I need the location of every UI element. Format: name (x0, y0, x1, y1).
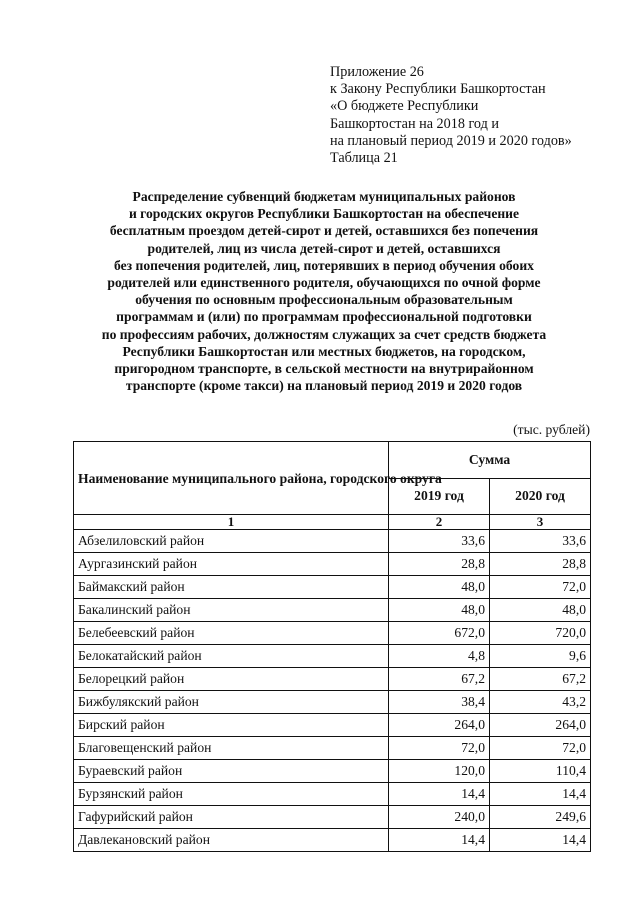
district-name: Белебеевский район (74, 622, 389, 645)
title-line: родителей, лиц из числа детей-сирот и детей, оставшихся (147, 240, 501, 256)
subsidy-table (73, 441, 591, 852)
appendix-line: Таблица 21 (330, 150, 398, 167)
table-row (74, 691, 591, 714)
district-column-header: Наименование муниципального района, городского округа (74, 442, 389, 515)
table-row (74, 829, 591, 852)
district-name: Бурзянский район (74, 783, 389, 806)
appendix-reference (330, 64, 630, 167)
amount-2020: 9,6 (490, 645, 591, 668)
table-row (74, 530, 591, 553)
table-row (74, 668, 591, 691)
district-name: Гафурийский район (74, 806, 389, 829)
amount-2020: 110,4 (490, 760, 591, 783)
year-2019-header: 2019 год (389, 478, 490, 515)
table-row (74, 783, 591, 806)
title-line: Распределение субвенций бюджетам муниципальных районов (132, 189, 516, 204)
table-row (74, 622, 591, 645)
table-row (74, 576, 591, 599)
amount-2019: 672,0 (389, 622, 490, 645)
amount-2020: 720,0 (490, 622, 591, 645)
table-row (74, 553, 591, 576)
amount-2020: 33,6 (490, 530, 591, 553)
amount-2019: 240,0 (389, 806, 490, 829)
sum-column-header: Сумма (389, 442, 591, 479)
district-name: Белокатайский район (74, 645, 389, 668)
column-number: 3 (490, 515, 591, 530)
amount-2019: 38,4 (389, 691, 490, 714)
amount-2019: 264,0 (389, 714, 490, 737)
title-line: без попечения родителей, лиц, потерявших в период обучения обоих (114, 257, 534, 273)
column-number: 2 (389, 515, 490, 530)
amount-2020: 67,2 (490, 668, 591, 691)
table-row (74, 760, 591, 783)
amount-2020: 43,2 (490, 691, 591, 714)
amount-2019: 120,0 (389, 760, 490, 783)
district-name: Благовещенский район (74, 737, 389, 760)
district-name: Белорецкий район (74, 668, 389, 691)
appendix-line: Приложение 26 (330, 64, 424, 80)
amount-2020: 48,0 (490, 599, 591, 622)
amount-2020: 14,4 (490, 783, 591, 806)
amount-2019: 33,6 (389, 530, 490, 553)
district-name: Бакалинский район (74, 599, 389, 622)
district-name: Бижбулякский район (74, 691, 389, 714)
appendix-line: к Закону Республики Башкортостан (330, 81, 546, 98)
amount-2020: 14,4 (490, 829, 591, 852)
title-line: пригородном транспорте, в сельской местности на внутрирайонном (114, 361, 534, 377)
table-row (74, 645, 591, 668)
document-title (64, 188, 584, 394)
appendix-line: Башкортостан на 2018 год и (330, 115, 499, 132)
district-name: Баймакский район (74, 576, 389, 599)
district-name: Бураевский район (74, 760, 389, 783)
table-row (74, 714, 591, 737)
title-line: Республики Башкортостан или местных бюджетов, на городском, (122, 343, 526, 359)
title-line: программам и (или) по программам профессиональной подготовки (116, 309, 532, 325)
title-line: обучения по основным профессиональным образовательным (135, 292, 513, 308)
amount-2020: 72,0 (490, 576, 591, 599)
title-line: бесплатным проездом детей-сирот и детей, оставшихся без попечения (109, 223, 539, 239)
district-name: Аургазинский район (74, 553, 389, 576)
amount-2020: 264,0 (490, 714, 591, 737)
amount-2019: 48,0 (389, 576, 490, 599)
amount-2020: 72,0 (490, 737, 591, 760)
column-number: 1 (74, 515, 389, 530)
title-line: родителей или единственного родителя, обучающихся по очной форме (107, 275, 541, 291)
district-name: Абзелиловский район (74, 530, 389, 553)
table-row (74, 599, 591, 622)
amount-2019: 14,4 (389, 829, 490, 852)
amount-2019: 4,8 (389, 645, 490, 668)
appendix-line: на плановый период 2019 и 2020 годов» (330, 132, 572, 149)
title-line: и городских округов Республики Башкортостан на обеспечение (128, 206, 520, 222)
amount-2019: 14,4 (389, 783, 490, 806)
district-name: Бирский район (74, 714, 389, 737)
amount-2019: 48,0 (389, 599, 490, 622)
column-number-row (74, 515, 591, 530)
amount-2020: 28,8 (490, 553, 591, 576)
district-name: Давлекановский район (74, 829, 389, 852)
amount-2019: 67,2 (389, 668, 490, 691)
title-line: транспорте (кроме такси) на плановый период 2019 и 2020 годов (125, 378, 523, 394)
table-row (74, 806, 591, 829)
appendix-line: «О бюджете Республики (330, 98, 479, 115)
title-line: по профессиям рабочих, должностям служащих за счет средств бюджета (101, 326, 547, 342)
table-row (74, 737, 591, 760)
amount-2020: 249,6 (490, 806, 591, 829)
amount-2019: 28,8 (389, 553, 490, 576)
year-2020-header: 2020 год (490, 478, 591, 515)
amount-2019: 72,0 (389, 737, 490, 760)
units-label: (тыс. рублей) (513, 422, 590, 437)
